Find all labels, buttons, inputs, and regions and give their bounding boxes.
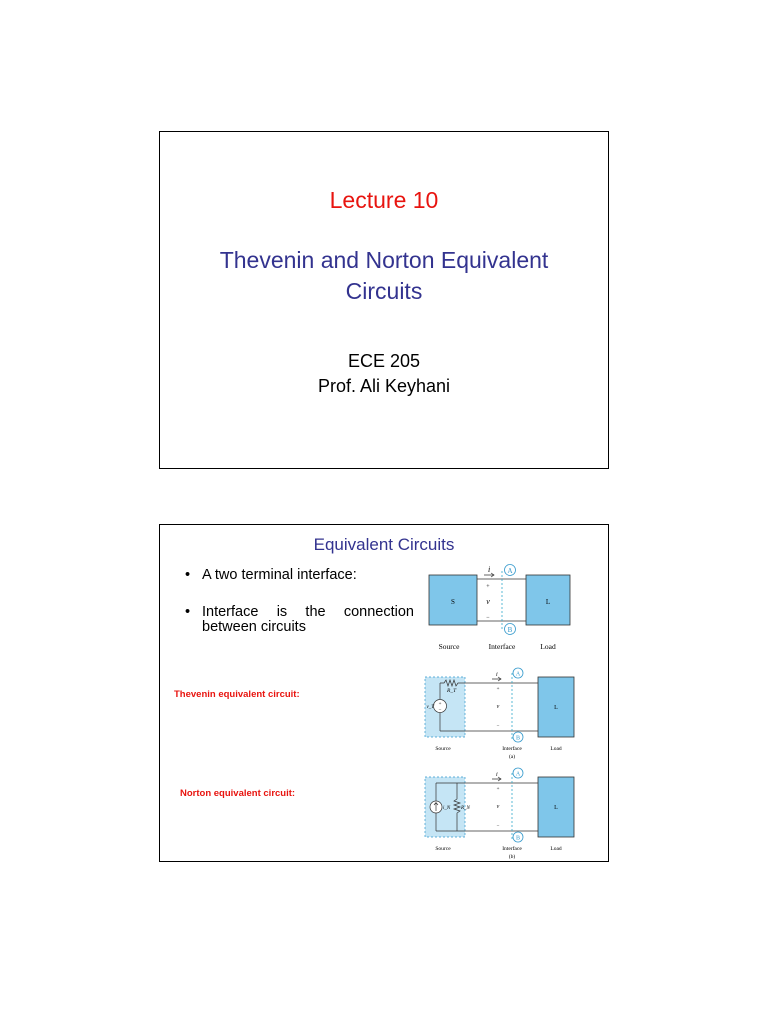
load-caption: Load <box>550 746 562 752</box>
professor-name: Prof. Ali Keyhani <box>317 376 451 396</box>
node-a-label: A <box>507 567 513 575</box>
lecture-title <box>160 245 608 307</box>
voltage-label: v <box>496 804 500 810</box>
norton-label: Norton equivalent circuit: <box>180 788 296 799</box>
node-b-label: B <box>515 735 521 742</box>
vsource-minus: − <box>438 708 442 713</box>
load-box-label: L <box>554 805 558 811</box>
minus-sign: − <box>496 724 500 729</box>
node-b-label: B <box>507 626 513 634</box>
load-caption: Load <box>540 642 556 651</box>
current-label: i <box>496 772 498 778</box>
title-slide <box>159 131 609 469</box>
course-info <box>160 349 608 399</box>
lecture-title-line-2: Circuits <box>345 278 423 304</box>
current-label: i <box>496 672 498 678</box>
minus-sign: − <box>496 824 500 829</box>
minus-sign: − <box>486 615 490 621</box>
node-a-label: A <box>515 771 521 778</box>
course-code: ECE 205 <box>347 351 421 371</box>
interface-caption: Interface <box>488 642 516 651</box>
vsource-label: v_T <box>426 705 434 710</box>
plus-sign: + <box>496 687 500 692</box>
bullet-dot: • <box>185 604 191 620</box>
node-a-label: A <box>515 671 521 678</box>
plus-sign: + <box>496 787 500 792</box>
source-caption: Source <box>435 846 451 852</box>
plus-sign: + <box>486 584 490 590</box>
thevenin-circuit-diagram <box>417 665 587 765</box>
load-box-label: L <box>545 598 551 606</box>
bullet-item-2 <box>185 604 414 635</box>
figure-sub-b: (b) <box>508 854 516 860</box>
voltage-label: v <box>496 704 500 710</box>
bullet-text: A two terminal interface: <box>202 567 357 583</box>
two-terminal-interface-diagram <box>424 561 574 656</box>
load-box-label: L <box>554 705 558 711</box>
bullet-text-line-1: Interface is the connection <box>202 604 414 620</box>
norton-circuit-diagram <box>417 765 587 861</box>
current-label: i <box>488 565 491 574</box>
bullet-text-line-2: between circuits <box>202 619 306 635</box>
vsource-plus: + <box>438 702 442 707</box>
slide-title: Equivalent Circuits <box>313 535 455 554</box>
resistor-label: R_T <box>447 688 457 694</box>
resistor-label: R_N <box>461 806 470 811</box>
source-caption: Source <box>438 642 460 651</box>
thevenin-label: Thevenin equivalent circuit: <box>174 689 300 700</box>
bullet-dot: • <box>185 567 191 583</box>
figure-sub-a: (a) <box>508 754 516 760</box>
node-b-label: B <box>515 835 521 842</box>
voltage-label: v <box>486 597 490 606</box>
bullet-item-1 <box>185 567 357 583</box>
isource-label: i_N <box>443 806 451 811</box>
load-caption: Load <box>550 846 562 852</box>
lecture-number: Lecture 10 <box>329 187 439 213</box>
lecture-title-line-1: Thevenin and Norton Equivalent <box>219 247 549 273</box>
interface-caption: Interface <box>502 846 522 852</box>
equivalent-circuits-slide <box>159 524 609 862</box>
source-box-label: S <box>451 598 455 606</box>
interface-caption: Interface <box>502 746 522 752</box>
source-caption: Source <box>435 746 451 752</box>
